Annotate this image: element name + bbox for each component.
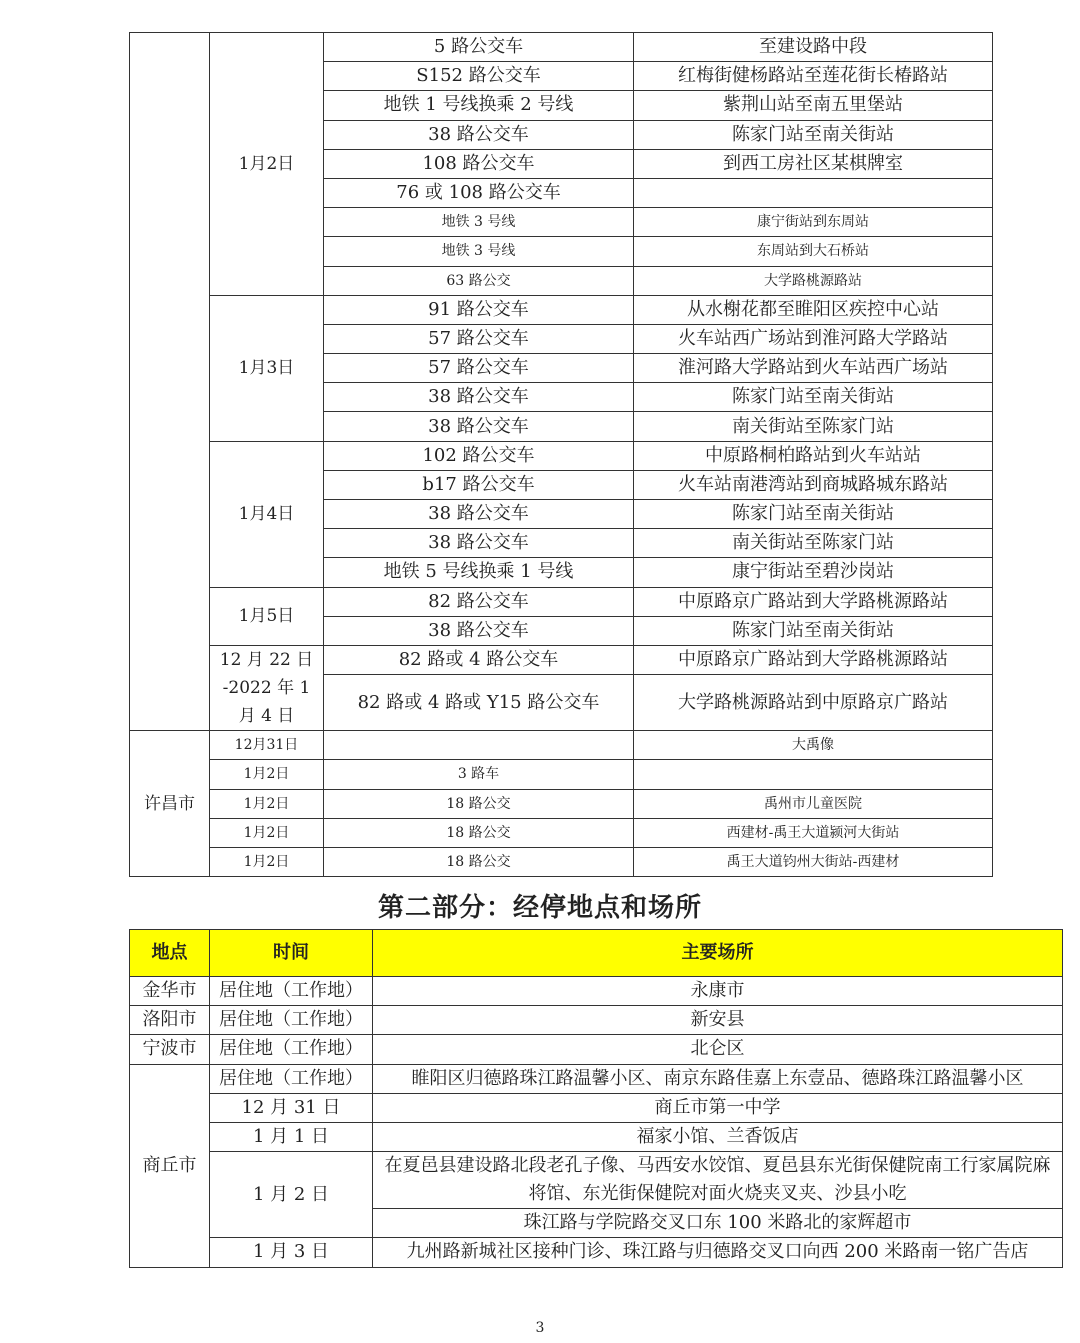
route-cell: b17 路公交车 — [324, 470, 634, 499]
route-cell: 地铁 1 号线换乘 2 号线 — [324, 91, 634, 120]
section-cell: 南关街站至陈家门站 — [634, 412, 993, 441]
route-cell: 108 路公交车 — [324, 149, 634, 178]
route-cell: 38 路公交车 — [324, 500, 634, 529]
venue-cell: 睢阳区归德路珠江路温馨小区、南京东路佳嘉上东壹品、德路珠江路温馨小区 — [373, 1064, 1063, 1093]
route-cell: 5 路公交车 — [324, 33, 634, 62]
route-cell: 地铁 3 号线 — [324, 237, 634, 266]
section-cell: 陈家门站至南关街站 — [634, 120, 993, 149]
header-place: 地点 — [130, 930, 210, 977]
route-cell: 91 路公交车 — [324, 295, 634, 324]
venue-cell: 九州路新城社区接种门诊、珠江路与归德路交叉口向西 200 米路南一铭广告店 — [373, 1238, 1063, 1267]
section-cell: 陈家门站至南关街站 — [634, 616, 993, 645]
section-cell: 紫荆山站至南五里堡站 — [634, 91, 993, 120]
date-cell: 1月5日 — [210, 587, 324, 645]
header-venue: 主要场所 — [373, 930, 1063, 977]
date-cell: 1月2日 — [210, 760, 324, 789]
place-cell: 宁波市 — [130, 1035, 210, 1064]
section-cell: 到西工房社区某棋牌室 — [634, 149, 993, 178]
date-cell: 1月4日 — [210, 441, 324, 587]
date-cell: 1月2日 — [210, 789, 324, 818]
section-cell: 禹州市儿童医院 — [634, 789, 993, 818]
section-cell: 淮河路大学路站到火车站西广场站 — [634, 354, 993, 383]
venue-cell: 商丘市第一中学 — [373, 1093, 1063, 1122]
place-cell: 金华市 — [130, 977, 210, 1006]
place-cell: 洛阳市 — [130, 1006, 210, 1035]
section-cell — [634, 760, 993, 789]
venue-cell: 永康市 — [373, 977, 1063, 1006]
time-cell: 居住地（工作地） — [210, 977, 373, 1006]
header-time: 时间 — [210, 930, 373, 977]
time-cell: 居住地（工作地） — [210, 1006, 373, 1035]
section-cell: 康宁街站至碧沙岗站 — [634, 558, 993, 587]
place-cell: 商丘市 — [130, 1064, 210, 1267]
date-cell: 1月2日 — [210, 847, 324, 876]
date-cell: 1月2日 — [210, 818, 324, 847]
time-cell: 居住地（工作地） — [210, 1064, 373, 1093]
route-cell: 18 路公交 — [324, 789, 634, 818]
section-cell: 东周站到大石桥站 — [634, 237, 993, 266]
date-cell: 1月2日 — [210, 33, 324, 296]
date-cell: 1月3日 — [210, 295, 324, 441]
section-cell: 中原路京广路站到大学路桃源路站 — [634, 587, 993, 616]
time-cell: 12 月 31 日 — [210, 1093, 373, 1122]
city-cell: 许昌市 — [130, 731, 210, 877]
section-cell: 南关街站至陈家门站 — [634, 529, 993, 558]
time-cell: 1 月 3 日 — [210, 1238, 373, 1267]
section-cell: 陈家门站至南关街站 — [634, 500, 993, 529]
route-cell: 18 路公交 — [324, 818, 634, 847]
route-cell: 57 路公交车 — [324, 354, 634, 383]
section-cell: 大学路桃源路站 — [634, 266, 993, 295]
date-range-cell: 12 月 22 日 -2022 年 1 月 4 日 — [210, 645, 324, 730]
route-cell: 地铁 5 号线换乘 1 号线 — [324, 558, 634, 587]
route-table — [129, 32, 993, 877]
route-cell — [324, 731, 634, 760]
route-cell: 82 路公交车 — [324, 587, 634, 616]
section-cell: 中原路桐柏路站到火车站站 — [634, 441, 993, 470]
section-cell: 中原路京广路站到大学路桃源路站 — [634, 645, 993, 674]
route-cell: 38 路公交车 — [324, 383, 634, 412]
route-cell: 57 路公交车 — [324, 324, 634, 353]
date-cell: 12月31日 — [210, 731, 324, 760]
section-cell: 火车站南港湾站到商城路城东路站 — [634, 470, 993, 499]
time-cell: 居住地（工作地） — [210, 1035, 373, 1064]
route-cell: 102 路公交车 — [324, 441, 634, 470]
section-cell: 康宁街站到东周站 — [634, 208, 993, 237]
route-cell: 3 路车 — [324, 760, 634, 789]
venue-cell: 北仑区 — [373, 1035, 1063, 1064]
section-cell: 红梅街健杨路站至莲花街长椿路站 — [634, 62, 993, 91]
route-cell: 82 路或 4 路或 Y15 路公交车 — [324, 675, 634, 731]
section-title: 第二部分：经停地点和场所 — [377, 893, 702, 923]
route-cell: 18 路公交 — [324, 847, 634, 876]
route-cell: 82 路或 4 路公交车 — [324, 645, 634, 674]
venue-cell: 在夏邑县建设路北段老孔子像、马西安水饺馆、夏邑县东光街保健院南工行家属院麻将馆、东光街保健院对面火烧夹叉夹、沙县小吃 — [373, 1152, 1063, 1209]
route-cell: S152 路公交车 — [324, 62, 634, 91]
section-cell: 陈家门站至南关街站 — [634, 383, 993, 412]
route-cell: 76 或 108 路公交车 — [324, 178, 634, 207]
route-cell: 38 路公交车 — [324, 529, 634, 558]
route-cell: 地铁 3 号线 — [324, 208, 634, 237]
section-cell: 禹王大道钧州大街站-西建材 — [634, 847, 993, 876]
time-cell: 1 月 1 日 — [210, 1122, 373, 1151]
section-cell: 火车站西广场站到淮河路大学路站 — [634, 324, 993, 353]
section-cell: 大学路桃源路站到中原路京广路站 — [634, 675, 993, 731]
section-cell: 从水榭花都至睢阳区疾控中心站 — [634, 295, 993, 324]
section-cell: 西建材-禹王大道颍河大街站 — [634, 818, 993, 847]
route-cell: 38 路公交车 — [324, 120, 634, 149]
route-cell: 38 路公交车 — [324, 616, 634, 645]
city-cell — [130, 33, 210, 731]
venue-cell: 福家小馆、兰香饭店 — [373, 1122, 1063, 1151]
venue-table — [129, 929, 1063, 1268]
time-cell: 1 月 2 日 — [210, 1152, 373, 1238]
route-cell: 63 路公交 — [324, 266, 634, 295]
section-cell — [634, 178, 993, 207]
page-number: 3 — [535, 1320, 545, 1336]
section-cell: 大禹像 — [634, 731, 993, 760]
section-cell: 至建设路中段 — [634, 33, 993, 62]
venue-cell: 新安县 — [373, 1006, 1063, 1035]
venue-cell: 珠江路与学院路交叉口东 100 米路北的家辉超市 — [373, 1209, 1063, 1238]
route-cell: 38 路公交车 — [324, 412, 634, 441]
